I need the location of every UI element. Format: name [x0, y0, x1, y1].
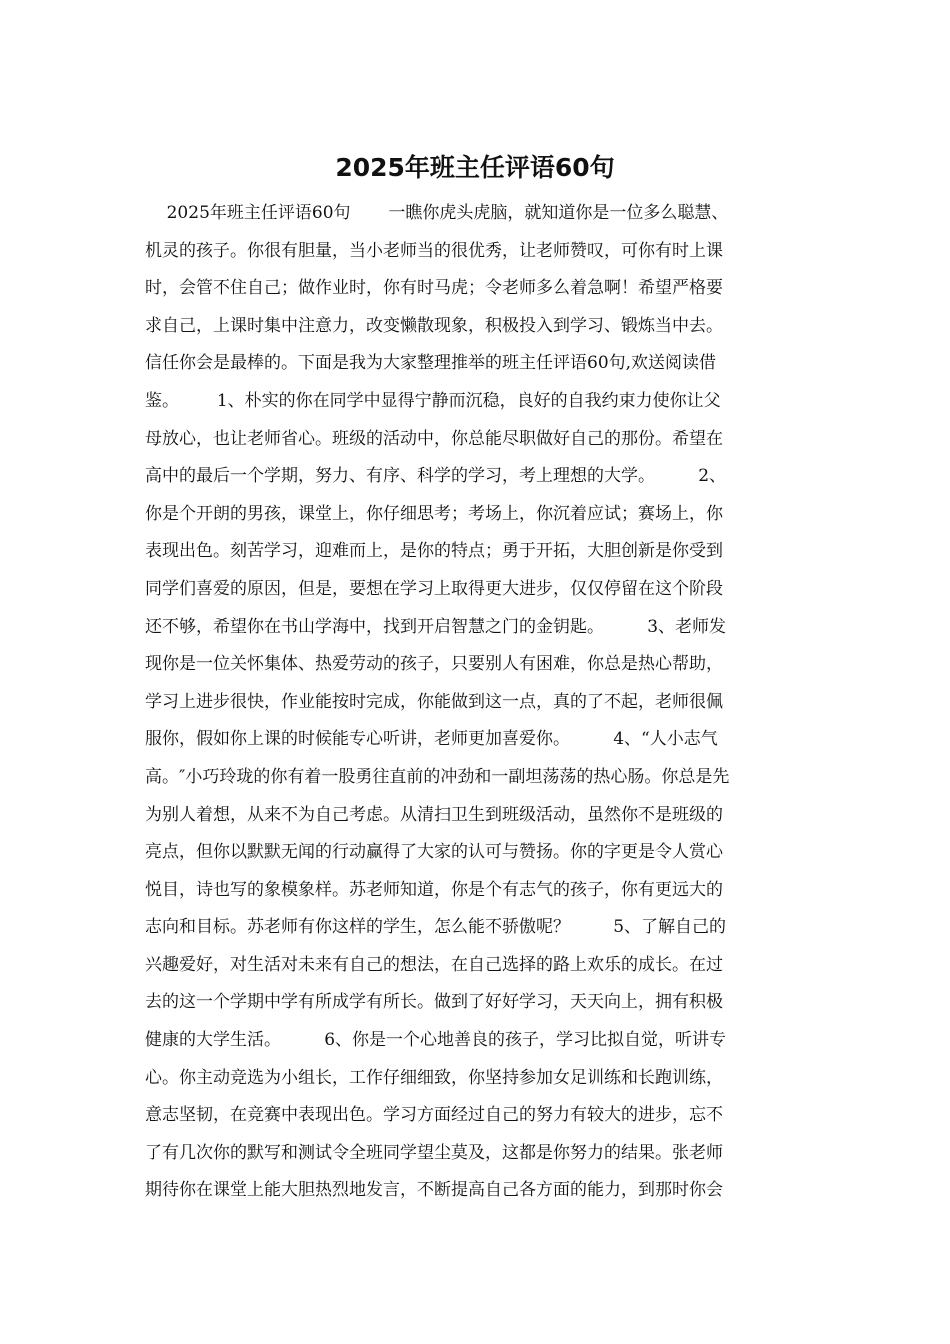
body-line: 期待你在课堂上能大胆热烈地发言，不断提高自己各方面的能力，到那时你会	[145, 1180, 723, 1201]
body-line: 高中的最后一个学期，努力、有序、科学的学习，考上理想的大学。 2、	[145, 466, 727, 487]
body-line: 机灵的孩子。你很有胆量，当小老师当的很优秀，让老师赞叹，可你有时上课	[145, 240, 723, 261]
body-line: 健康的大学生活。 6、你是一个心地善良的孩子，学习比拟自觉，听讲专	[145, 1030, 727, 1051]
document-title: 2025年班主任评语60句	[335, 153, 615, 182]
body-line: 意志坚韧，在竞赛中表现出色。学习方面经过自己的努力有较大的进步，忘不	[145, 1105, 723, 1126]
body-line: 求自己，上课时集中注意力，改变懒散现象，积极投入到学习、锻炼当中去。	[145, 315, 723, 336]
document-body	[145, 195, 805, 1210]
body-line: 兴趣爱好，对生活对未来有自己的想法，在自己选择的路上欢乐的成长。在过	[145, 954, 723, 975]
body-line: 母放心，也让老师省心。班级的活动中，你总能尽职做好自己的那份。希望在	[145, 428, 723, 449]
body-line: 了有几次你的默写和测试令全班同学望尘莫及，这都是你努力的结果。张老师	[145, 1142, 723, 1163]
body-line: 高。″小巧玲珑的你有着一股勇往直前的冲劲和一副坦荡荡的热心肠。你总是先	[145, 766, 730, 787]
body-line: 现你是一位关怀集体、热爱劳动的孩子，只要别人有困难，你总是热心帮助，	[145, 654, 723, 675]
body-line: 悦目，诗也写的象模象样。苏老师知道，你是个有志气的孩子，你有更远大的	[145, 879, 723, 900]
body-line: 心。你主动竞选为小组长，工作仔细细致，你坚持参加女足训练和长跑训练，	[145, 1067, 723, 1088]
body-line: 服你，假如你上课的时候能专心听讲，老师更加喜爱你。 4、“人小志气	[145, 729, 718, 750]
body-line: 为别人着想，从来不为自己考虑。从清扫卫生到班级活动，虽然你不是班级的	[145, 804, 723, 825]
body-line: 还不够，希望你在书山学海中，找到开启智慧之门的金钥匙。 3、老师发	[145, 616, 727, 637]
body-line: 你是个开朗的男孩，课堂上，你仔细思考；考场上，你沉着应试；赛场上，你	[145, 503, 723, 524]
body-line: 亮点，但你以默默无闻的行动赢得了大家的认可与赞扬。你的字更是令人赏心	[145, 842, 723, 863]
body-line: 2025年班主任评语60句 一瞧你虎头虎脑，就知道你是一位多么聪慧、	[145, 203, 729, 223]
body-line: 同学们喜爱的原因，但是，要想在学习上取得更大进步，仅仅停留在这个阶段	[145, 578, 723, 599]
body-line: 去的这一个学期中学有所成学有所长。做到了好好学习，天天向上，拥有积极	[145, 992, 723, 1013]
body-line: 志向和目标。苏老师有你这样的学生，怎么能不骄傲呢？ 5、了解自己的	[145, 917, 727, 938]
body-line: 鉴。 1、朴实的你在同学中显得宁静而沉稳，良好的自我约束力使你让父	[145, 390, 721, 411]
body-line: 信任你会是最棒的。下面是我为大家整理推举的班主任评语60句,欢送阅读借	[145, 353, 717, 374]
body-line: 学习上进步很快，作业能按时完成，你能做到这一点，真的了不起，老师很佩	[145, 691, 723, 712]
body-line: 时，会管不住自己；做作业时，你有时马虎；令老师多么着急啊！希望严格要	[145, 278, 723, 299]
body-line: 表现出色。刻苦学习，迎难而上，是你的特点；勇于开拓，大胆创新是你受到	[145, 541, 723, 562]
